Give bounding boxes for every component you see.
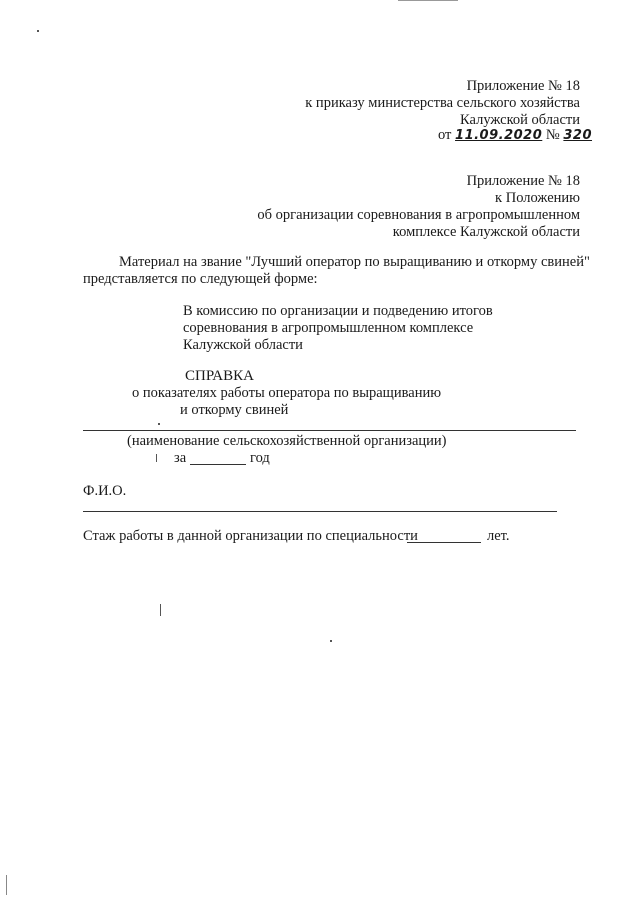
scan-artifact-edge	[6, 875, 7, 895]
year-suffix: год	[250, 450, 270, 466]
certificate-title: СПРАВКА	[185, 368, 254, 384]
scan-artifact-edge	[398, 0, 458, 1]
appendix-order-date-line	[438, 127, 592, 144]
year-blank-line	[190, 464, 246, 465]
addressee-line-2: соревнования в агропромышленном комплексе	[183, 320, 474, 336]
appendix-order-title: Приложение № 18	[466, 78, 580, 94]
fio-line	[83, 511, 557, 512]
scan-artifact-dot	[37, 30, 39, 32]
intro-line-2: представляется по следующей форме:	[83, 271, 318, 287]
scan-artifact-mark	[156, 454, 157, 462]
experience-suffix: лет.	[487, 528, 510, 544]
fio-label: Ф.И.О.	[83, 483, 127, 499]
certificate-subtitle-2: и откорму свиней	[180, 402, 289, 418]
appendix-regulation-subject: об организации соревнования в агропромышленном	[257, 207, 580, 223]
appendix-order-ministry: к приказу министерства сельского хозяйства	[305, 95, 580, 111]
year-prefix: за	[174, 450, 187, 466]
scan-artifact-dot	[158, 423, 160, 425]
experience-blank-line	[407, 542, 481, 543]
scan-artifact-mark	[160, 604, 161, 616]
organization-name-line	[83, 430, 576, 431]
date-prefix: от	[438, 127, 452, 143]
appendix-regulation-region: комплексе Калужской области	[392, 224, 580, 240]
appendix-regulation-title: Приложение № 18	[466, 173, 580, 189]
appendix-order-region: Калужской области	[460, 112, 580, 128]
certificate-subtitle-1: о показателях работы оператора по выращиванию	[132, 385, 442, 401]
appendix-regulation-ref: к Положению	[495, 190, 580, 206]
experience-label: Стаж работы в данной организации по специальности	[83, 528, 418, 544]
handwritten-date: 11.09.2020	[455, 128, 543, 143]
organization-caption: (наименование сельскохозяйственной организации)	[127, 433, 447, 449]
addressee-line-3: Калужской области	[183, 337, 303, 353]
number-sign: №	[545, 127, 560, 143]
intro-line-1: Материал на звание "Лучший оператор по выращиванию и откорму свиней"	[119, 254, 590, 270]
scan-artifact-dot	[330, 640, 332, 642]
addressee-line-1: В комиссию по организации и подведению итогов	[183, 303, 493, 319]
handwritten-number: 320	[563, 128, 593, 143]
